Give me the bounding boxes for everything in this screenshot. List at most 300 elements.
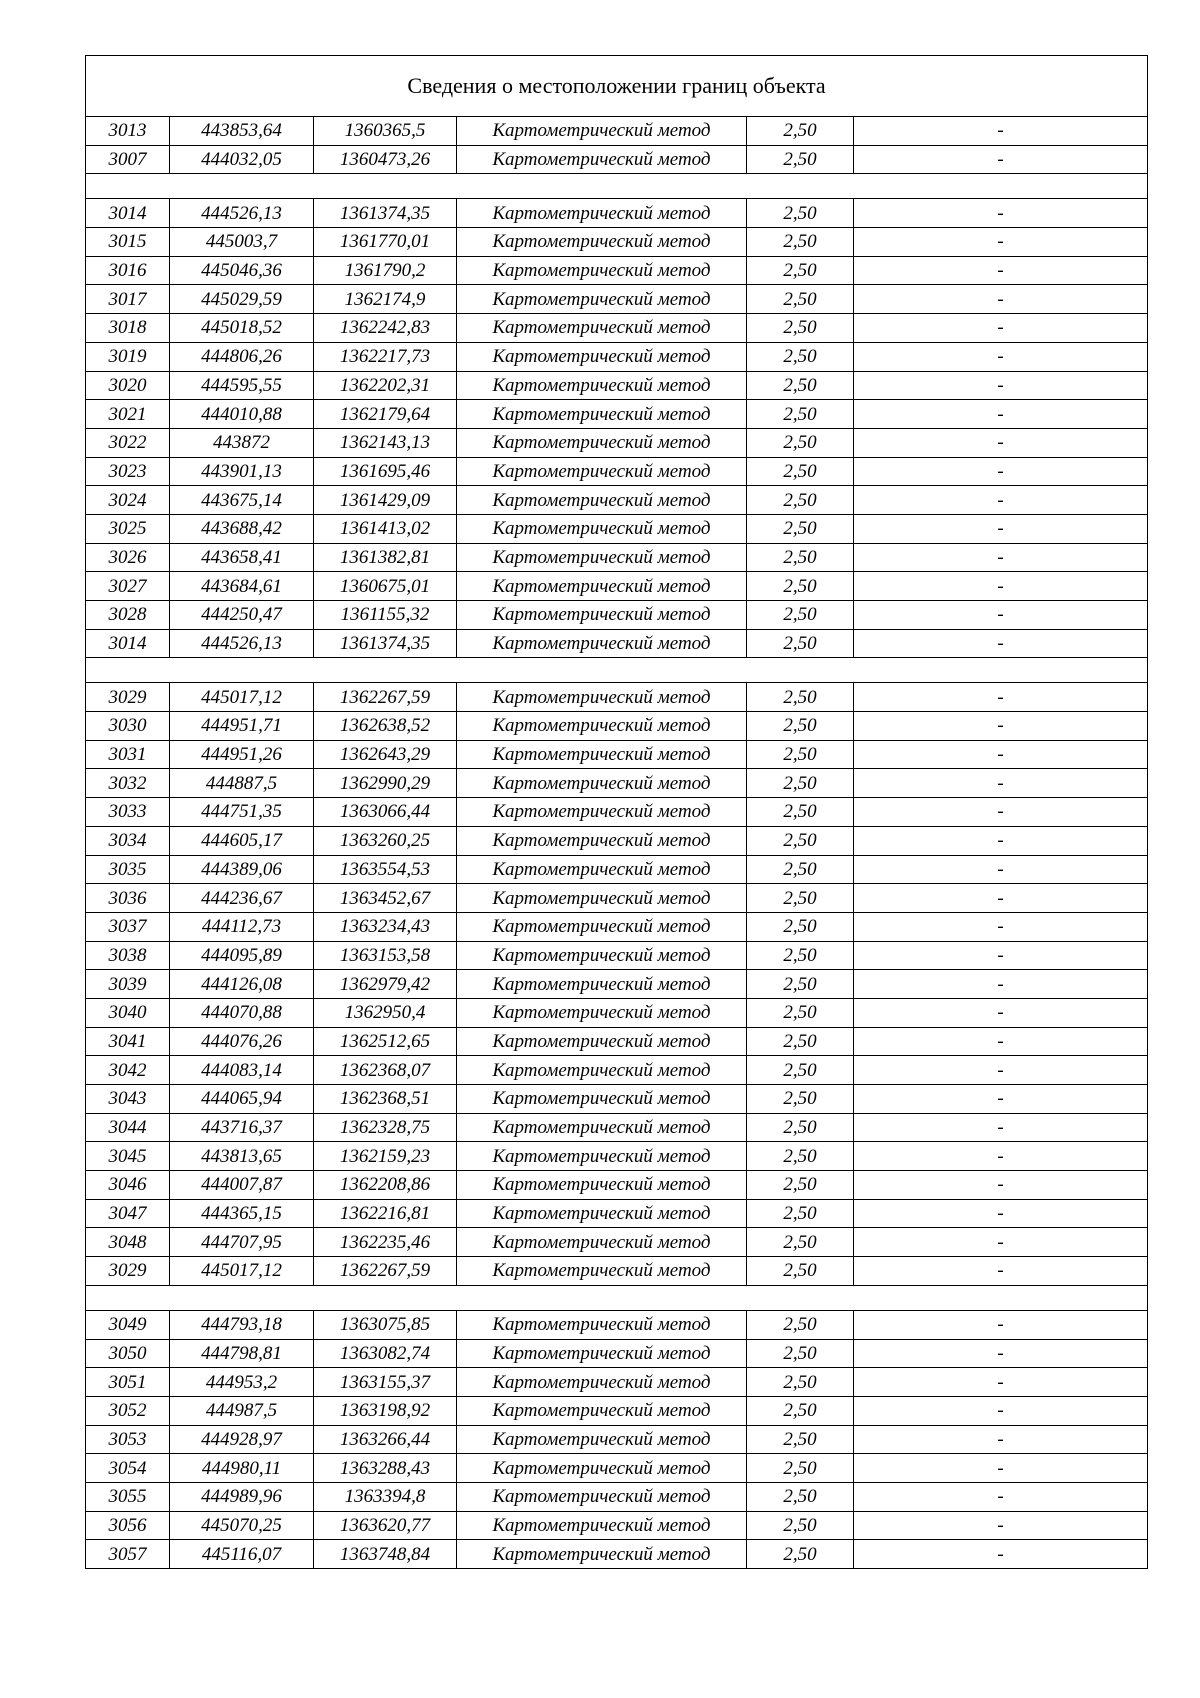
table-row (86, 1339, 1148, 1368)
coord-y-cell: 1362174,9 (314, 285, 457, 314)
point-number-cell: 3014 (86, 199, 170, 228)
coord-y-cell: 1362235,46 (314, 1228, 457, 1257)
description-cell: - (854, 1368, 1148, 1397)
coord-x-cell: 444065,94 (170, 1085, 314, 1114)
table-row (86, 199, 1148, 228)
method-cell: Картометрический метод (457, 199, 747, 228)
description-cell: - (854, 912, 1148, 941)
description-cell: - (854, 428, 1148, 457)
table-row (86, 342, 1148, 371)
method-cell: Картометрический метод (457, 1339, 747, 1368)
method-cell: Картометрический метод (457, 998, 747, 1027)
table-row (86, 998, 1148, 1027)
description-cell: - (854, 683, 1148, 712)
point-number-cell: 3043 (86, 1085, 170, 1114)
description-cell: - (854, 826, 1148, 855)
coord-x-cell: 444953,2 (170, 1368, 314, 1397)
table-row (86, 1085, 1148, 1114)
accuracy-cell: 2,50 (747, 1339, 854, 1368)
table-header-row (86, 56, 1148, 117)
coord-x-cell: 444980,11 (170, 1454, 314, 1483)
description-cell: - (854, 1540, 1148, 1569)
coord-y-cell: 1362143,13 (314, 428, 457, 457)
contour-separator-cell (86, 174, 1148, 199)
coord-x-cell: 444365,15 (170, 1199, 314, 1228)
table-row (86, 1142, 1148, 1171)
description-cell: - (854, 769, 1148, 798)
description-cell: - (854, 712, 1148, 741)
method-cell: Картометрический метод (457, 884, 747, 913)
description-cell: - (854, 1228, 1148, 1257)
method-cell: Картометрический метод (457, 826, 747, 855)
description-cell: - (854, 998, 1148, 1027)
description-cell: - (854, 486, 1148, 515)
coord-y-cell: 1362638,52 (314, 712, 457, 741)
description-cell: - (854, 798, 1148, 827)
point-number-cell: 3030 (86, 712, 170, 741)
method-cell: Картометрический метод (457, 314, 747, 343)
coord-x-cell: 445029,59 (170, 285, 314, 314)
accuracy-cell: 2,50 (747, 199, 854, 228)
coord-x-cell: 443716,37 (170, 1113, 314, 1142)
table-row (86, 826, 1148, 855)
table-row (86, 1425, 1148, 1454)
coord-x-cell: 444605,17 (170, 826, 314, 855)
method-cell: Картометрический метод (457, 1085, 747, 1114)
coord-y-cell: 1362267,59 (314, 683, 457, 712)
table-row (86, 1113, 1148, 1142)
accuracy-cell: 2,50 (747, 798, 854, 827)
table-row (86, 371, 1148, 400)
method-cell: Картометрический метод (457, 1425, 747, 1454)
point-number-cell: 3052 (86, 1396, 170, 1425)
table-row (86, 1027, 1148, 1056)
point-number-cell: 3048 (86, 1228, 170, 1257)
point-number-cell: 3053 (86, 1425, 170, 1454)
table-row (86, 117, 1148, 146)
coord-y-cell: 1361695,46 (314, 457, 457, 486)
coord-x-cell: 445070,25 (170, 1511, 314, 1540)
coord-x-cell: 445003,7 (170, 228, 314, 257)
coord-x-cell: 444987,5 (170, 1396, 314, 1425)
table-row (86, 1482, 1148, 1511)
point-number-cell: 3021 (86, 400, 170, 429)
coord-y-cell: 1361374,35 (314, 629, 457, 658)
coord-y-cell: 1362328,75 (314, 1113, 457, 1142)
accuracy-cell: 2,50 (747, 314, 854, 343)
coord-x-cell: 443688,42 (170, 514, 314, 543)
point-number-cell: 3026 (86, 543, 170, 572)
accuracy-cell: 2,50 (747, 1482, 854, 1511)
coord-y-cell: 1362179,64 (314, 400, 457, 429)
method-cell: Картометрический метод (457, 1482, 747, 1511)
description-cell: - (854, 1085, 1148, 1114)
table-row (86, 514, 1148, 543)
table-row (86, 1454, 1148, 1483)
description-cell: - (854, 572, 1148, 601)
point-number-cell: 3022 (86, 428, 170, 457)
coord-y-cell: 1362216,81 (314, 1199, 457, 1228)
point-number-cell: 3047 (86, 1199, 170, 1228)
description-cell: - (854, 941, 1148, 970)
method-cell: Картометрический метод (457, 514, 747, 543)
method-cell: Картометрический метод (457, 1257, 747, 1286)
coord-x-cell: 443813,65 (170, 1142, 314, 1171)
point-number-cell: 3016 (86, 256, 170, 285)
method-cell: Картометрический метод (457, 1454, 747, 1483)
method-cell: Картометрический метод (457, 1396, 747, 1425)
coord-y-cell: 1363198,92 (314, 1396, 457, 1425)
method-cell: Картометрический метод (457, 1310, 747, 1339)
point-number-cell: 3025 (86, 514, 170, 543)
method-cell: Картометрический метод (457, 1113, 747, 1142)
method-cell: Картометрический метод (457, 1142, 747, 1171)
accuracy-cell: 2,50 (747, 1056, 854, 1085)
method-cell: Картометрический метод (457, 1056, 747, 1085)
point-number-cell: 3054 (86, 1454, 170, 1483)
contour-separator-cell (86, 1285, 1148, 1310)
accuracy-cell: 2,50 (747, 514, 854, 543)
coord-y-cell: 1363394,8 (314, 1482, 457, 1511)
coord-x-cell: 444076,26 (170, 1027, 314, 1056)
coord-y-cell: 1362242,83 (314, 314, 457, 343)
coord-y-cell: 1362368,07 (314, 1056, 457, 1085)
method-cell: Картометрический метод (457, 1199, 747, 1228)
method-cell: Картометрический метод (457, 769, 747, 798)
coord-x-cell: 444793,18 (170, 1310, 314, 1339)
description-cell: - (854, 1257, 1148, 1286)
accuracy-cell: 2,50 (747, 486, 854, 515)
accuracy-cell: 2,50 (747, 1425, 854, 1454)
description-cell: - (854, 1396, 1148, 1425)
coord-y-cell: 1361790,2 (314, 256, 457, 285)
contour-separator-row (86, 658, 1148, 683)
method-cell: Картометрический метод (457, 256, 747, 285)
method-cell: Картометрический метод (457, 428, 747, 457)
accuracy-cell: 2,50 (747, 371, 854, 400)
accuracy-cell: 2,50 (747, 1142, 854, 1171)
coord-x-cell: 444806,26 (170, 342, 314, 371)
description-cell: - (854, 400, 1148, 429)
coord-y-cell: 1363748,84 (314, 1540, 457, 1569)
point-number-cell: 3056 (86, 1511, 170, 1540)
point-number-cell: 3039 (86, 970, 170, 999)
accuracy-cell: 2,50 (747, 826, 854, 855)
coord-y-cell: 1361374,35 (314, 199, 457, 228)
coord-y-cell: 1362512,65 (314, 1027, 457, 1056)
coord-x-cell: 444007,87 (170, 1171, 314, 1200)
table-row (86, 769, 1148, 798)
accuracy-cell: 2,50 (747, 543, 854, 572)
accuracy-cell: 2,50 (747, 740, 854, 769)
table-row (86, 912, 1148, 941)
point-number-cell: 3027 (86, 572, 170, 601)
accuracy-cell: 2,50 (747, 572, 854, 601)
coord-x-cell: 445017,12 (170, 683, 314, 712)
point-number-cell: 3045 (86, 1142, 170, 1171)
coord-y-cell: 1363066,44 (314, 798, 457, 827)
coord-x-cell: 443901,13 (170, 457, 314, 486)
accuracy-cell: 2,50 (747, 970, 854, 999)
method-cell: Картометрический метод (457, 457, 747, 486)
point-number-cell: 3057 (86, 1540, 170, 1569)
accuracy-cell: 2,50 (747, 1199, 854, 1228)
coord-y-cell: 1363620,77 (314, 1511, 457, 1540)
coord-y-cell: 1362368,51 (314, 1085, 457, 1114)
table-row (86, 798, 1148, 827)
description-cell: - (854, 1171, 1148, 1200)
coord-y-cell: 1363155,37 (314, 1368, 457, 1397)
point-number-cell: 3017 (86, 285, 170, 314)
method-cell: Картометрический метод (457, 740, 747, 769)
coord-x-cell: 444526,13 (170, 199, 314, 228)
table-row (86, 712, 1148, 741)
method-cell: Картометрический метод (457, 798, 747, 827)
coord-y-cell: 1362208,86 (314, 1171, 457, 1200)
accuracy-cell: 2,50 (747, 629, 854, 658)
point-number-cell: 3014 (86, 629, 170, 658)
method-cell: Картометрический метод (457, 941, 747, 970)
point-number-cell: 3019 (86, 342, 170, 371)
point-number-cell: 3015 (86, 228, 170, 257)
description-cell: - (854, 970, 1148, 999)
description-cell: - (854, 1142, 1148, 1171)
accuracy-cell: 2,50 (747, 855, 854, 884)
accuracy-cell: 2,50 (747, 1257, 854, 1286)
accuracy-cell: 2,50 (747, 1511, 854, 1540)
coord-y-cell: 1360365,5 (314, 117, 457, 146)
point-number-cell: 3049 (86, 1310, 170, 1339)
method-cell: Картометрический метод (457, 683, 747, 712)
description-cell: - (854, 228, 1148, 257)
table-row (86, 1540, 1148, 1569)
method-cell: Картометрический метод (457, 342, 747, 371)
table-row (86, 740, 1148, 769)
accuracy-cell: 2,50 (747, 1540, 854, 1569)
accuracy-cell: 2,50 (747, 1113, 854, 1142)
description-cell: - (854, 1454, 1148, 1483)
coord-x-cell: 444887,5 (170, 769, 314, 798)
method-cell: Картометрический метод (457, 1027, 747, 1056)
table-row (86, 314, 1148, 343)
coord-x-cell: 443853,64 (170, 117, 314, 146)
coord-x-cell: 444928,97 (170, 1425, 314, 1454)
method-cell: Картометрический метод (457, 601, 747, 630)
table-row (86, 941, 1148, 970)
accuracy-cell: 2,50 (747, 1454, 854, 1483)
table-row (86, 428, 1148, 457)
coord-x-cell: 444236,67 (170, 884, 314, 913)
description-cell: - (854, 1425, 1148, 1454)
description-cell: - (854, 740, 1148, 769)
coord-x-cell: 444751,35 (170, 798, 314, 827)
accuracy-cell: 2,50 (747, 256, 854, 285)
method-cell: Картометрический метод (457, 228, 747, 257)
contour-separator-row (86, 1285, 1148, 1310)
coord-x-cell: 444798,81 (170, 1339, 314, 1368)
accuracy-cell: 2,50 (747, 1027, 854, 1056)
coord-x-cell: 444989,96 (170, 1482, 314, 1511)
coord-x-cell: 445116,07 (170, 1540, 314, 1569)
coord-y-cell: 1363153,58 (314, 941, 457, 970)
table-row (86, 970, 1148, 999)
coord-y-cell: 1362643,29 (314, 740, 457, 769)
coord-y-cell: 1361382,81 (314, 543, 457, 572)
contour-separator-cell (86, 658, 1148, 683)
coord-y-cell: 1361429,09 (314, 486, 457, 515)
coord-x-cell: 443872 (170, 428, 314, 457)
description-cell: - (854, 855, 1148, 884)
point-number-cell: 3042 (86, 1056, 170, 1085)
accuracy-cell: 2,50 (747, 342, 854, 371)
point-number-cell: 3032 (86, 769, 170, 798)
description-cell: - (854, 514, 1148, 543)
method-cell: Картометрический метод (457, 629, 747, 658)
coord-x-cell: 444389,06 (170, 855, 314, 884)
point-number-cell: 3018 (86, 314, 170, 343)
method-cell: Картометрический метод (457, 145, 747, 174)
point-number-cell: 3034 (86, 826, 170, 855)
method-cell: Картометрический метод (457, 912, 747, 941)
table-row (86, 543, 1148, 572)
coord-x-cell: 443684,61 (170, 572, 314, 601)
coord-x-cell: 444112,73 (170, 912, 314, 941)
boundary-table (85, 55, 1148, 1569)
accuracy-cell: 2,50 (747, 712, 854, 741)
coord-y-cell: 1363234,43 (314, 912, 457, 941)
description-cell: - (854, 629, 1148, 658)
table-row (86, 1199, 1148, 1228)
accuracy-cell: 2,50 (747, 884, 854, 913)
coord-y-cell: 1361770,01 (314, 228, 457, 257)
coord-x-cell: 444951,71 (170, 712, 314, 741)
coord-x-cell: 444032,05 (170, 145, 314, 174)
accuracy-cell: 2,50 (747, 1085, 854, 1114)
accuracy-cell: 2,50 (747, 1171, 854, 1200)
coord-y-cell: 1362990,29 (314, 769, 457, 798)
method-cell: Картометрический метод (457, 543, 747, 572)
table-row (86, 400, 1148, 429)
method-cell: Картометрический метод (457, 486, 747, 515)
point-number-cell: 3050 (86, 1339, 170, 1368)
accuracy-cell: 2,50 (747, 285, 854, 314)
point-number-cell: 3029 (86, 1257, 170, 1286)
coord-y-cell: 1361413,02 (314, 514, 457, 543)
coord-x-cell: 444010,88 (170, 400, 314, 429)
accuracy-cell: 2,50 (747, 1368, 854, 1397)
point-number-cell: 3007 (86, 145, 170, 174)
point-number-cell: 3041 (86, 1027, 170, 1056)
point-number-cell: 3055 (86, 1482, 170, 1511)
table-row (86, 457, 1148, 486)
table-row (86, 1396, 1148, 1425)
coord-x-cell: 444095,89 (170, 941, 314, 970)
table-row (86, 629, 1148, 658)
table-row (86, 1310, 1148, 1339)
point-number-cell: 3044 (86, 1113, 170, 1142)
description-cell: - (854, 1056, 1148, 1085)
method-cell: Картометрический метод (457, 970, 747, 999)
coord-y-cell: 1362950,4 (314, 998, 457, 1027)
coord-x-cell: 444126,08 (170, 970, 314, 999)
coord-x-cell: 444070,88 (170, 998, 314, 1027)
table-row (86, 145, 1148, 174)
description-cell: - (854, 199, 1148, 228)
description-cell: - (854, 1310, 1148, 1339)
coord-y-cell: 1360473,26 (314, 145, 457, 174)
table-title: Сведения о местоположении границ объекта (86, 56, 1148, 117)
accuracy-cell: 2,50 (747, 769, 854, 798)
coord-y-cell: 1363082,74 (314, 1339, 457, 1368)
description-cell: - (854, 1511, 1148, 1540)
description-cell: - (854, 1339, 1148, 1368)
accuracy-cell: 2,50 (747, 683, 854, 712)
coord-x-cell: 445017,12 (170, 1257, 314, 1286)
coord-x-cell: 444250,47 (170, 601, 314, 630)
table-row (86, 256, 1148, 285)
accuracy-cell: 2,50 (747, 1228, 854, 1257)
coord-x-cell: 443675,14 (170, 486, 314, 515)
description-cell: - (854, 285, 1148, 314)
point-number-cell: 3024 (86, 486, 170, 515)
accuracy-cell: 2,50 (747, 117, 854, 146)
accuracy-cell: 2,50 (747, 145, 854, 174)
method-cell: Картометрический метод (457, 285, 747, 314)
point-number-cell: 3036 (86, 884, 170, 913)
coord-x-cell: 444707,95 (170, 1228, 314, 1257)
description-cell: - (854, 457, 1148, 486)
coord-y-cell: 1360675,01 (314, 572, 457, 601)
point-number-cell: 3040 (86, 998, 170, 1027)
method-cell: Картометрический метод (457, 1540, 747, 1569)
description-cell: - (854, 884, 1148, 913)
point-number-cell: 3038 (86, 941, 170, 970)
table-row (86, 1171, 1148, 1200)
coord-y-cell: 1362202,31 (314, 371, 457, 400)
description-cell: - (854, 1482, 1148, 1511)
table-row (86, 1257, 1148, 1286)
coord-y-cell: 1362979,42 (314, 970, 457, 999)
table-row (86, 285, 1148, 314)
table-row (86, 486, 1148, 515)
contour-separator-row (86, 174, 1148, 199)
point-number-cell: 3046 (86, 1171, 170, 1200)
coord-y-cell: 1362267,59 (314, 1257, 457, 1286)
coord-y-cell: 1363288,43 (314, 1454, 457, 1483)
coord-x-cell: 443658,41 (170, 543, 314, 572)
description-cell: - (854, 342, 1148, 371)
point-number-cell: 3013 (86, 117, 170, 146)
point-number-cell: 3028 (86, 601, 170, 630)
method-cell: Картометрический метод (457, 1171, 747, 1200)
table-row (86, 1368, 1148, 1397)
coord-y-cell: 1363554,53 (314, 855, 457, 884)
table-row (86, 1228, 1148, 1257)
accuracy-cell: 2,50 (747, 400, 854, 429)
coord-x-cell: 444526,13 (170, 629, 314, 658)
point-number-cell: 3051 (86, 1368, 170, 1397)
description-cell: - (854, 1199, 1148, 1228)
table-row (86, 601, 1148, 630)
accuracy-cell: 2,50 (747, 998, 854, 1027)
description-cell: - (854, 371, 1148, 400)
point-number-cell: 3020 (86, 371, 170, 400)
point-number-cell: 3035 (86, 855, 170, 884)
method-cell: Картометрический метод (457, 1511, 747, 1540)
point-number-cell: 3031 (86, 740, 170, 769)
method-cell: Картометрический метод (457, 572, 747, 601)
coord-x-cell: 444595,55 (170, 371, 314, 400)
